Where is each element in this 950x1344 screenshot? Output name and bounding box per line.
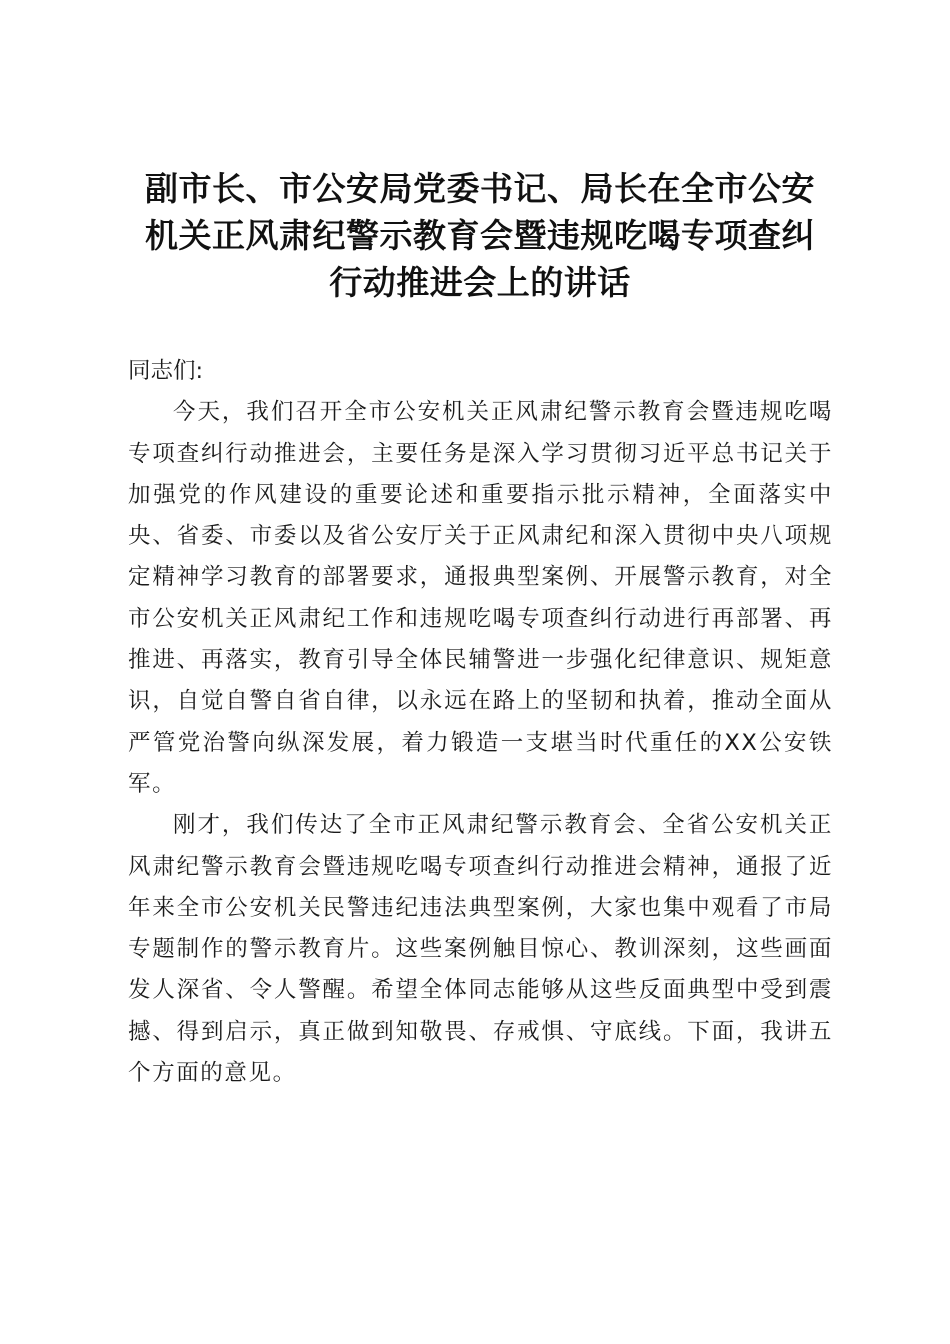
title-line-2: 机关正风肃纪警示教育会暨违规吃喝专项查纠 <box>145 216 815 255</box>
document-body <box>128 351 833 1094</box>
document-title <box>120 165 840 306</box>
paragraph-2: 刚才，我们传达了全市正风肃纪警示教育会、全省公安机关正风肃纪警示教育会暨违规吃喝专项查纠行动推进会精神，通报了近年来全市公安机关民警违纪违法典型案例，大家也集中观看了市局专题制作的警示教育片。这些案例触目惊心、教训深刻，这些画面发人深省、令人警醒。希望全体同志能够从这些反面典型中受到震撼、得到启示，真正做到知敬畏、存戒惧、守底线。下面，我讲五个方面的意见。 <box>128 812 833 1087</box>
title-line-1: 副市长、市公安局党委书记、局长在全市公安 <box>145 169 815 208</box>
paragraph-1: 今天，我们召开全市公安机关正风肃纪警示教育会暨违规吃喝专项查纠行动推进会，主要任务是深入学习贯彻习近平总书记关于加强党的作风建设的重要论述和重要指示批示精神，全面落实中央、省委、市委以及省公安厅关于正风肃纪和深入贯彻中央八项规定精神学习教育的部署要求，通报典型案例、开展警示教育，对全市公安机关正风肃纪工作和违规吃喝专项查纠行动进行再部署、再推进、再落实，教育引导全体民辅警进一步强化纪律意识、规矩意识，自觉自警自省自律，以永远在路上的坚韧和执着，推动全面从严管党治警向纵深发展，着力锻造一支堪当时代重任的XX公安铁军。 <box>128 399 833 797</box>
title-line-3: 行动推进会上的讲话 <box>329 263 631 302</box>
salutation: 同志们: <box>128 358 204 384</box>
